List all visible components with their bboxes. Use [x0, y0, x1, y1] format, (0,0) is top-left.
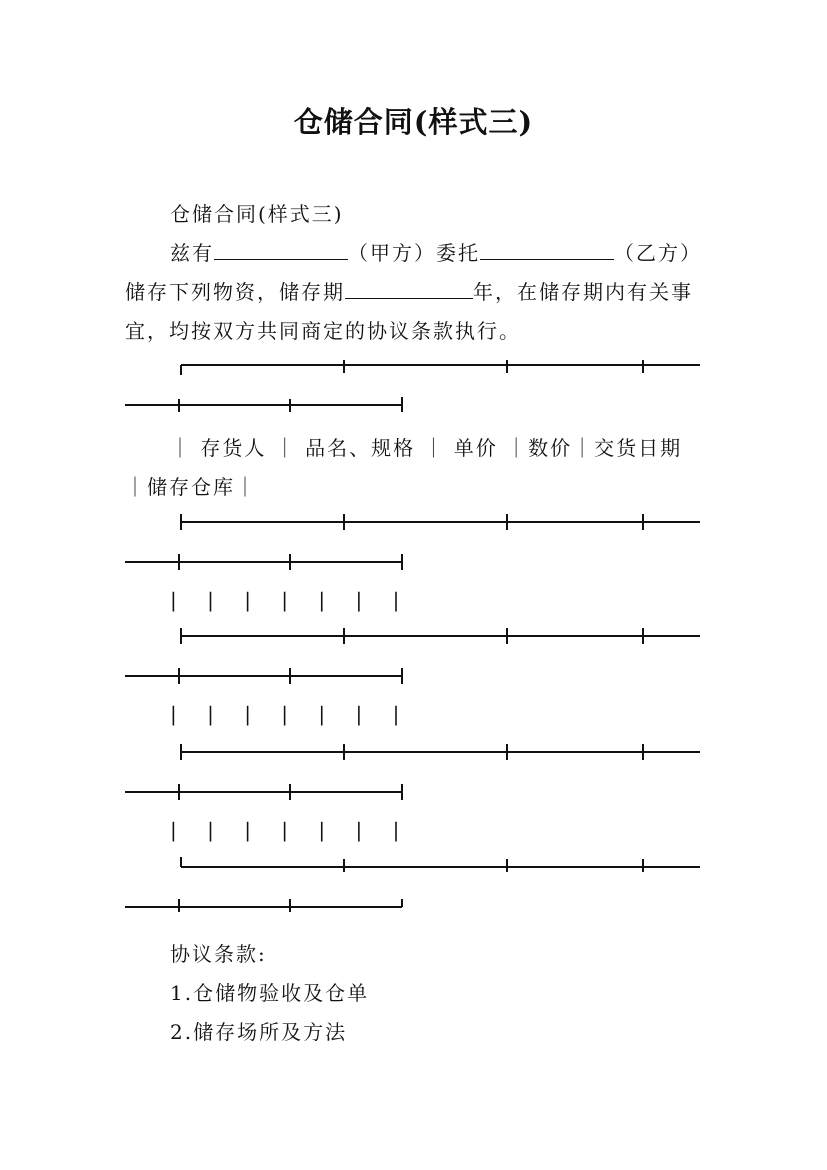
table-row-separator — [0, 512, 827, 577]
table-header-row-1: ｜ 存货人 ｜ 品名、规格 ｜ 单价 ｜数价｜交货日期 — [170, 436, 683, 460]
intro-part-5: 年，在储存期内有关事 — [473, 280, 693, 304]
party-b-blank[interactable] — [480, 241, 614, 260]
storage-period-blank[interactable] — [345, 280, 473, 299]
intro-part-2: （甲方）委托 — [348, 241, 480, 265]
intro-part-4: 储存下列物资，储存期 — [125, 280, 345, 304]
intro-line-3: 宜，均按双方共同商定的协议条款执行。 — [125, 319, 521, 343]
intro-part-1: 兹有 — [170, 241, 214, 265]
table-row-separator — [0, 742, 827, 807]
table-top-border — [0, 355, 827, 420]
table-header-row-2: ｜储存仓库｜ — [125, 475, 257, 499]
table-row-separator — [0, 626, 827, 691]
clause-item: 2.储存场所及方法 — [170, 1020, 348, 1044]
clauses-heading: 协议条款: — [170, 942, 267, 966]
table-empty-row: | | | | | | | — [170, 588, 412, 612]
table-bottom-border — [0, 857, 827, 922]
intro-line-2 — [125, 276, 693, 305]
intro-line-1 — [170, 237, 702, 266]
subtitle: 仓储合同(样式三) — [170, 202, 344, 226]
table-empty-row: | | | | | | | — [170, 702, 412, 726]
party-a-blank[interactable] — [214, 241, 348, 260]
intro-part-3: （乙方） — [614, 241, 702, 265]
document-title: 仓储合同(样式三) — [293, 105, 534, 139]
clause-item: 1.仓储物验收及仓单 — [170, 981, 370, 1005]
table-empty-row: | | | | | | | — [170, 818, 412, 842]
